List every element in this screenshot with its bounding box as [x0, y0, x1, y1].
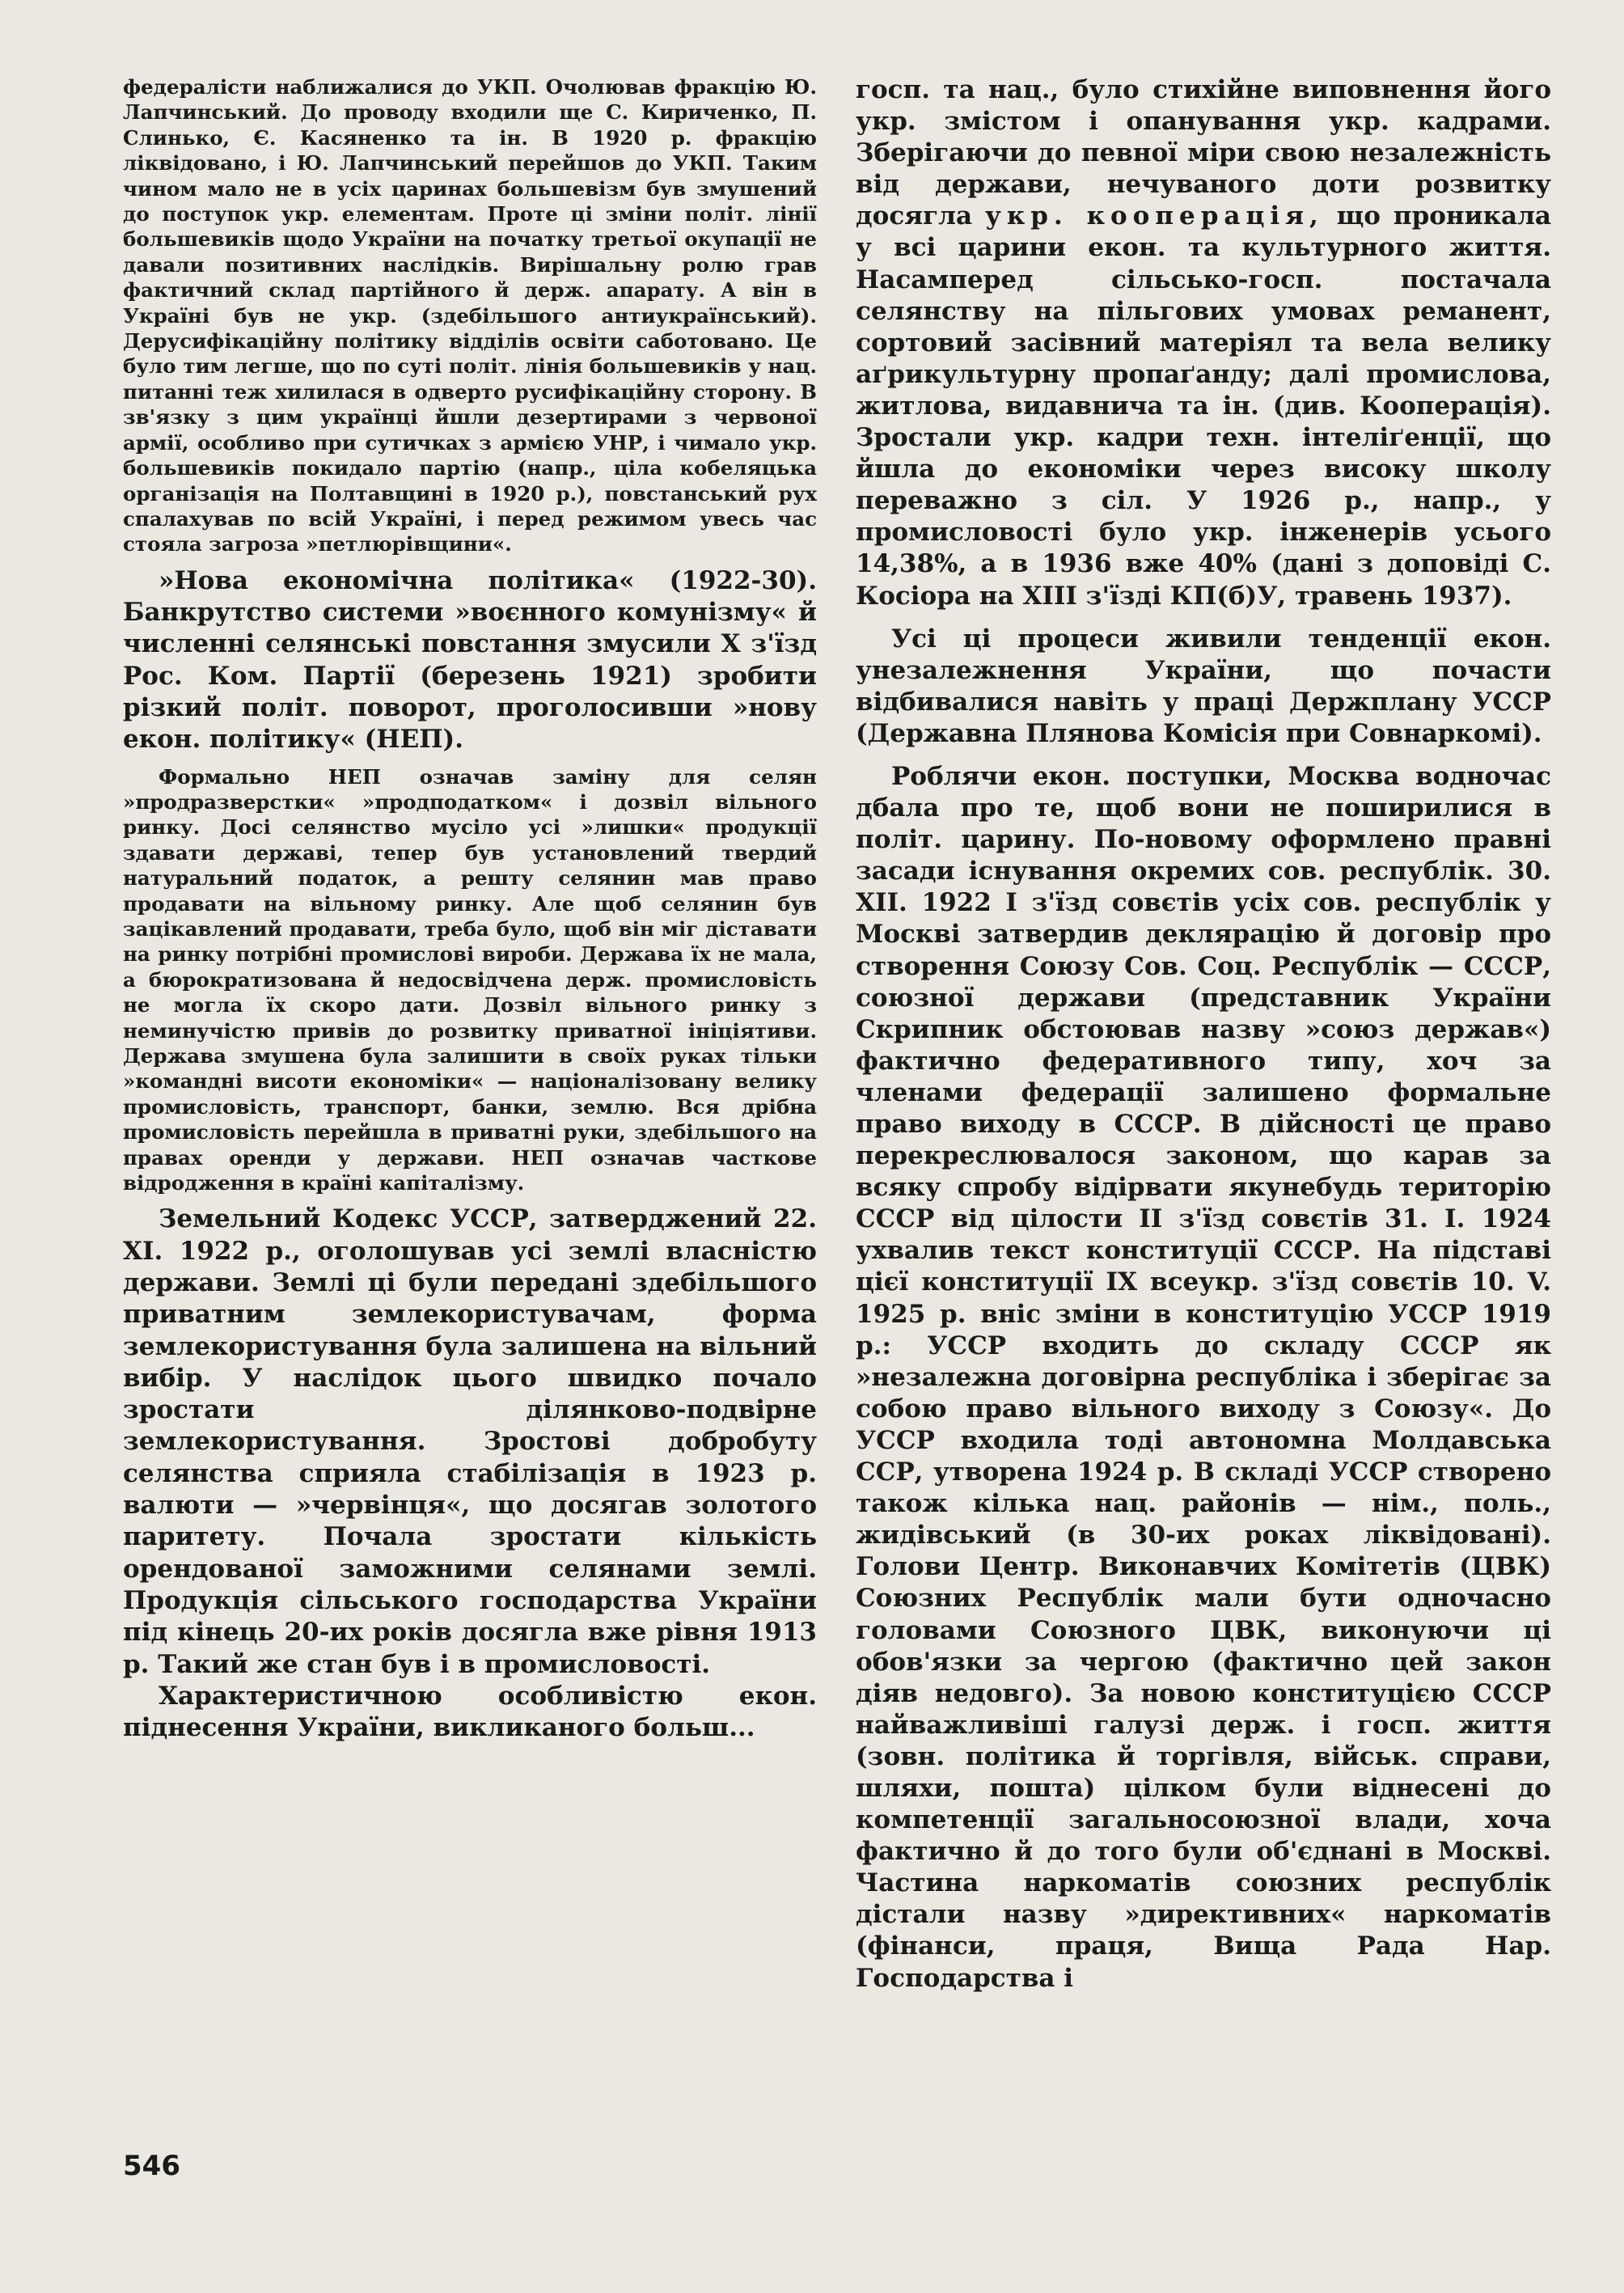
- section-heading-paragraph: [123, 565, 817, 756]
- right-paragraph-1-part-2: що проникала у всі царини екон. та культурного життя. Насамперед сільсько-госп. постачала селянству на пільгових умовах реманент, сортовий засівний матеріял та вела велику аґрикультурну пропаґанду; далі промислова, житлова, видавнича та ін. (див. Кооперація). Зростали укр. кадри техн. інтеліґенції, що йшла до економіки через високу школу переважно з сіл. У 1926 р., напр., у промисловості було укр. інженерів усього 14,38%, а в 1936 вже 40% (дані з доповіді С. Косіора на XIII з'їзді КП(б)У, травень 1937).: [856, 201, 1552, 611]
- right-paragraph-1-part-1: госп. та нац., було стихійне виповнення його укр. змістом і опанування укр. кадрами. Зберігаючи до певної міри свою незалежність від держави, нечуваного доти розвитку досягла: [856, 75, 1551, 231]
- section-heading-body: Банкрутство системи »воєнного комунізму« й численні селянські повстання змусили X з'їзд Рос. Ком. Партії (березень 1921) зробити різкий політ. поворот, проголосивши »нову екон. політику« (НЕП).: [123, 598, 817, 755]
- left-paragraph-2: Формально НЕП означав заміну для селян »продразверстки« »продподатком« і дозвіл вільного ринку. Досі селянство мусіло усі »лишки« продукції здавати державі, тепер був установлений твердий натуральний податок, а решту селянин мав право продавати на вільному ринку. Але щоб селянин був зацікавлений продавати, треба було, щоб він міг діставати на ринку потрібні промислові вироби. Держава їх не мала, а бюрократизована й недосвідчена держ. промисловість не могла їх скоро дати. Дозвіл вільного ринку з неминучістю привів до розвитку приватної ініціятиви. Держава змушена була залишити в своїх руках тільки »командні висоти економіки« — націоналізовану велику промисловість, транспорт, банки, землю. Вся дрібна промисловість перейшла в приватні руки, здебільшого на правах оренди у держави. НЕП означав часткове відродження в країні капіталізму.: [123, 764, 817, 1195]
- left-column: [123, 74, 817, 1744]
- right-paragraph-1-spaced: укр. кооперація,: [984, 201, 1324, 231]
- right-paragraph-1: [856, 74, 1551, 612]
- left-paragraph-4: Характеристичною особливістю екон. піднесення України, викликаного больш...: [123, 1681, 817, 1743]
- left-paragraph-3: Земельний Кодекс УССР, затверджений 22. XI. 1922 р., оголошував усі землі власністю держави. Землі ці були передані здебільшого приватним землекористувачам, форма землекористування була залишена на вільний вибір. У наслідок цього швидко почало зростати ділянково-подвірне землекористування. Зростові добробуту селянства сприяла стабілізація в 1923 р. валюти — »червінця«, що досягав золотого паритету. Почала зростати кількість орендованої заможними селянами землі. Продукція сільського господарства України під кінець 20-их років досягла вже рівня 1913 р. Такий же стан був і в промисловості.: [123, 1204, 817, 1679]
- page-number: 546: [123, 2150, 180, 2182]
- right-paragraph-2: Усі ці процеси живили тенденції екон. унезалежнення України, що почасти відбивалися навіть у праці Держплану УССР (Державна Плянова Комісія при Совнаркомі).: [856, 624, 1551, 748]
- right-column: [856, 74, 1551, 1995]
- right-paragraph-3: Роблячи екон. поступки, Москва водночас дбала про те, щоб вони не поширилися в політ. царину. По-новому оформлено правні засади існування окремих сов. республік. 30. XII. 1922 I з'їзд совєтів усіх сов. республік у Москві затвердив деклярацію й договір про створення Союзу Сов. Соц. Республік — СССР, союзної держави (представник України Скрипник обстоював назву »союз держав«) фактично федеративного типу, хоч за членами федерації залишено формальне право виходу в СССР. В дійсності це право перекреслювалося законом, що карав за всяку спробу відірвати якунебудь територію СССР від цілости II з'їзд совєтів 31. I. 1924 ухвалив текст конституції СССР. На підставі цієї конституції IX всеукр. з'їзд совєтів 10. V. 1925 р. вніс зміни в конституцію УССР 1919 р.: УССР входить до складу СССР як »незалежна договірна республіка і зберігає за собою право вільного виходу з Союзу«. До УССР входила тоді автономна Молдавська ССР, утворена 1924 р. В складі УССР створено також кілька нац. районів — нім., поль., жидівський (в 30-их роках ліквідовані). Голови Центр. Виконавчих Комітетів (ЦВК) Союзних Республік мали бути одночасно головами Союзного ЦВК, виконуючи ці обов'язки за чергою (фактично цей закон діяв недовго). За новою конституцією СССР найважливіші галузі держ. і госп. життя (зовн. політика й торгівля, військ. справи, шляхи, пошта) цілком були віднесені до компетенції загальносоюзної влади, хоча фактично й до того були об'єднані в Москві. Частина наркоматів союзних республік дістали назву »директивних« наркоматів (фінанси, праця, Вища Рада Нар. Господарства і: [856, 761, 1551, 1993]
- left-paragraph-1: федералісти наближалися до УКП. Очолював фракцію Ю. Лапчинський. До проводу входили ще С. Кириченко, П. Слинько, Є. Касяненко та ін. В 1920 р. фракцію ліквідовано, і Ю. Лапчинський перейшов до УКП. Таким чином мало не в усіх царинах большевізм був змушений до поступок укр. елементам. Проте ці зміни політ. лінії большевиків щодо України на початку третьої окупації не давали позитивних наслідків. Вирішальну ролю грав фактичний склад партійного й держ. апарату. А він в Україні був не укр. (здебільшого антиукраїнський). Дерусифікаційну політику відділів освіти саботовано. Це було тим легше, що по суті політ. лінія большевиків у нац. питанні теж хилилася в одверто русифікаційну сторону. В зв'язку з цим українці йшли дезертирами з червоної армії, особливо при сутичках з армією УНР, і чимало укр. большевиків покидало партію (напр., ціла кобеляцька організація на Полтавщині в 1920 р.), повстанський рух спалахував по всій Україні, і перед режимом увесь час стояла загроза »петлюрівщини«.: [123, 75, 817, 556]
- section-heading-title: »Нова економічна політика« (1922-30).: [159, 565, 817, 595]
